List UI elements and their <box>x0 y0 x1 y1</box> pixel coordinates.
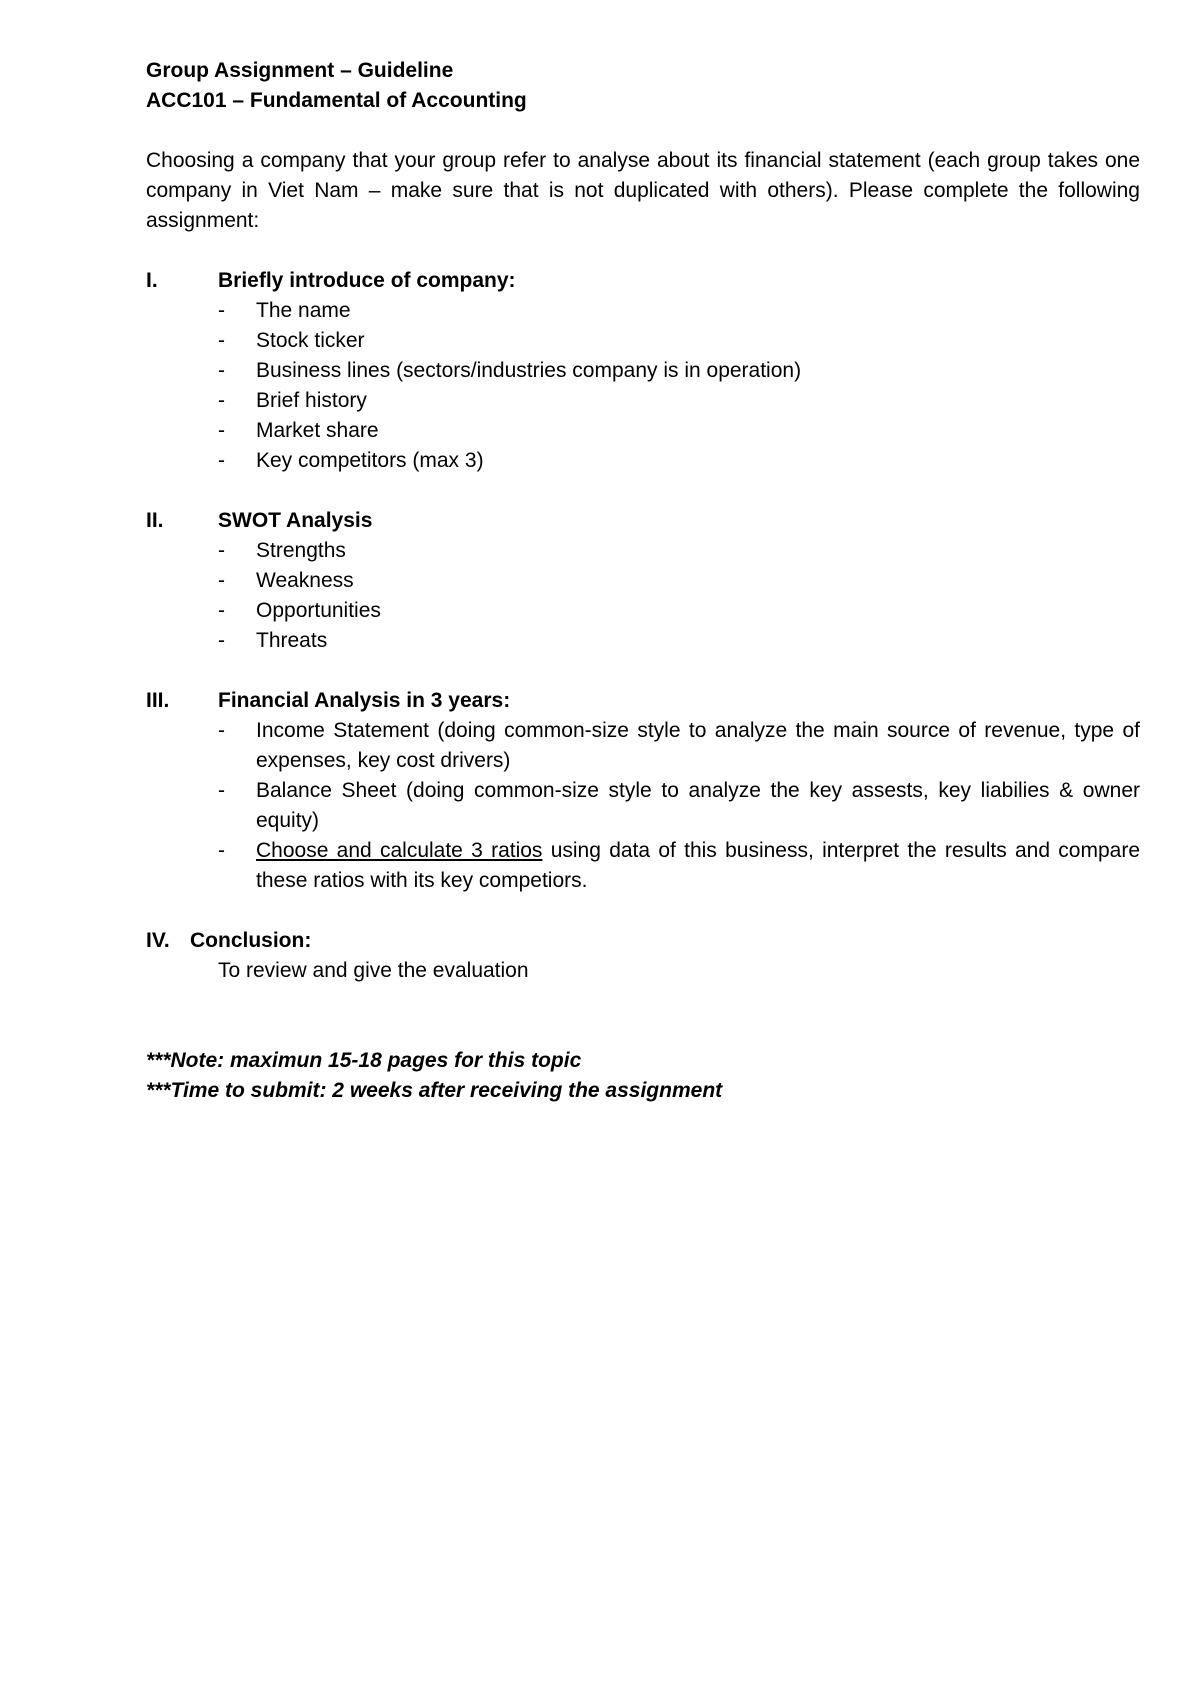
section-numeral: II. <box>146 509 164 532</box>
list-item <box>218 776 1140 836</box>
section-title: Briefly introduce of company: <box>218 269 516 292</box>
section-swot-analysis <box>146 506 1140 656</box>
note-submit-time: ***Time to submit: 2 weeks after receiving the assignment <box>146 1079 723 1102</box>
list-item <box>218 626 1140 656</box>
list-item <box>218 326 1140 356</box>
list-item-text: Market share <box>256 419 379 442</box>
dash-bullet: - <box>218 389 225 412</box>
dash-bullet: - <box>218 329 225 352</box>
section-introduce-company <box>146 266 1140 476</box>
list-item <box>218 416 1140 446</box>
list-item <box>218 356 1140 386</box>
bullet-list <box>146 536 1140 656</box>
section-numeral: III. <box>146 689 170 712</box>
dash-bullet: - <box>218 779 225 802</box>
section-heading <box>146 266 1140 296</box>
section-title: Conclusion: <box>190 929 312 952</box>
section-numeral: I. <box>146 269 158 292</box>
list-item-text: Business lines (sectors/industries company is in operation) <box>256 359 802 382</box>
section-heading <box>146 926 1140 956</box>
ratio-rest-text: using data of this business, interpret the results and compare these ratios with its key competiors. <box>256 839 1140 892</box>
list-item-text: Threats <box>256 629 328 652</box>
dash-bullet: - <box>218 839 225 862</box>
list-item-text: Balance Sheet (doing common-size style to analyze the key assests, key liabilies & owner equity) <box>256 779 1140 832</box>
list-item-text: Brief history <box>256 389 367 412</box>
section-heading <box>146 506 1140 536</box>
notes-block <box>146 1046 1140 1106</box>
list-item-text: Key competitors (max 3) <box>256 449 484 472</box>
list-item-text: Weakness <box>256 569 354 592</box>
list-item-text: Strengths <box>256 539 346 562</box>
dash-bullet: - <box>218 599 225 622</box>
list-item <box>218 536 1140 566</box>
section-conclusion <box>146 926 1140 986</box>
dash-bullet: - <box>218 359 225 382</box>
dash-bullet: - <box>218 419 225 442</box>
list-item <box>218 596 1140 626</box>
dash-bullet: - <box>218 299 225 322</box>
document-page <box>146 56 1140 1106</box>
section-numeral: IV. <box>146 929 170 952</box>
dash-bullet: - <box>218 569 225 592</box>
dash-bullet: - <box>218 629 225 652</box>
list-item <box>218 446 1140 476</box>
dash-bullet: - <box>218 449 225 472</box>
dash-bullet: - <box>218 539 225 562</box>
list-item-text: Opportunities <box>256 599 381 622</box>
intro-paragraph: Choosing a company that your group refer to analyse about its financial statement (each group takes one company in Viet Nam – make sure that is not duplicated with others). Please complete the following assignment: <box>146 149 1140 232</box>
bullet-list <box>146 296 1140 476</box>
list-item-text: Income Statement (doing common-size style to analyze the main source of revenue, type of expenses, key cost drivers) <box>256 719 1140 772</box>
list-item <box>218 716 1140 776</box>
conclusion-text: To review and give the evaluation <box>218 959 529 982</box>
course-title: ACC101 – Fundamental of Accounting <box>146 89 527 112</box>
list-item-text: Stock ticker <box>256 329 365 352</box>
list-item <box>218 296 1140 326</box>
bullet-list <box>146 716 1140 896</box>
section-financial-analysis <box>146 686 1140 896</box>
list-item <box>218 386 1140 416</box>
list-item <box>218 836 1140 896</box>
ratio-underlined-text: Choose and calculate 3 ratios <box>256 839 543 862</box>
list-item <box>218 566 1140 596</box>
note-page-limit: ***Note: maximun 15-18 pages for this topic <box>146 1049 582 1072</box>
document-title: Group Assignment – Guideline <box>146 59 454 82</box>
dash-bullet: - <box>218 719 225 742</box>
section-title: SWOT Analysis <box>218 509 373 532</box>
section-title: Financial Analysis in 3 years: <box>218 689 511 712</box>
list-item-text: The name <box>256 299 351 322</box>
ratio-item-text <box>256 836 1140 896</box>
section-heading <box>146 686 1140 716</box>
